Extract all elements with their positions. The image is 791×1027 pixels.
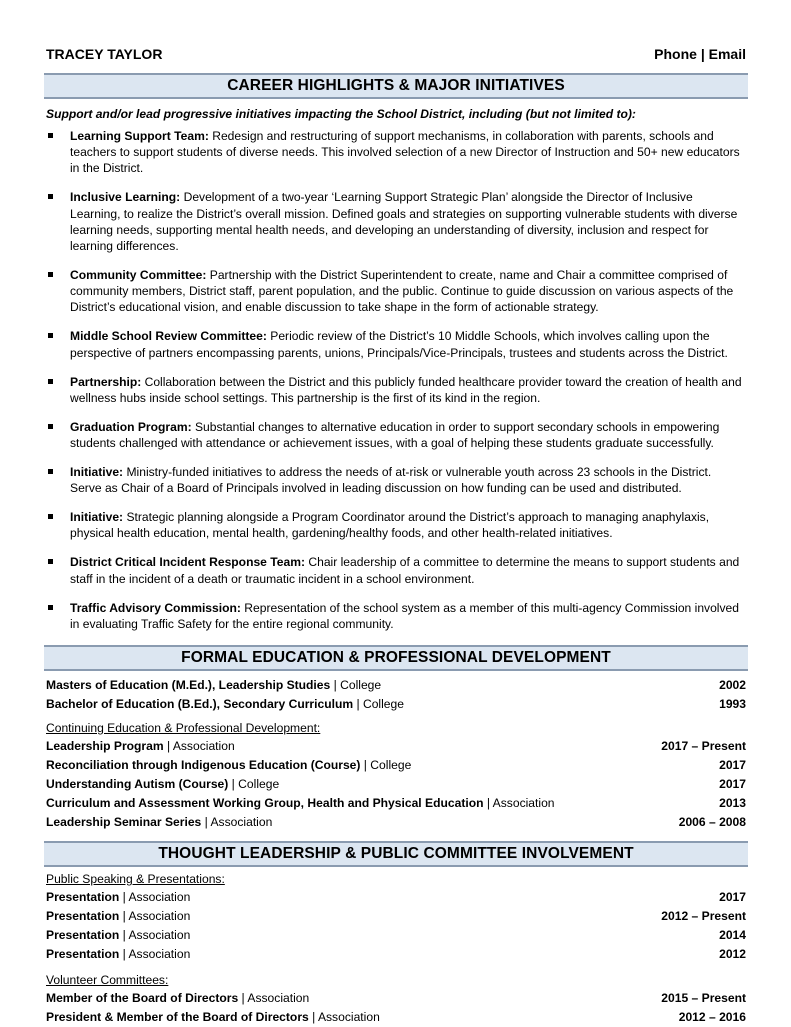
list-item: [46, 267, 746, 316]
item-label: Learning Support Team:: [70, 129, 209, 143]
item-label: Inclusive Learning:: [70, 190, 181, 205]
course-year: 2013: [719, 796, 746, 811]
degrees-list: [46, 676, 746, 714]
item-text: Development of a two-year ‘Learning Support Strategic Plan’ alongside the Director of Inclusive Learning, to realize the District’s overall mission. Defined goals and strategies on supporting vulnerable students with diverse learning needs, supporting mental health needs, and developing an understanding of diversity, inclusion and respect for learning differences.: [70, 190, 738, 254]
item-text: Redesign and restructuring of support mechanisms, in collaboration with parents, schools and teachers to support students of diverse needs. This involved selection of a new Director of Instruction and 50+ new educators in the District.: [70, 129, 740, 176]
course-provider: | College: [360, 758, 412, 773]
list-item: [46, 419, 746, 451]
item-label: Initiative:: [70, 510, 124, 525]
item-text: Representation of the school system as a member of this multi-agency Commission involved in evaluating Traffic Safety for the entire regional community.: [70, 600, 739, 631]
item-text: Ministry-funded initiatives to address the needs of at-risk or vulnerable youth across 23 schools in the District. Serve as Chair of a Board of Principals involved in leading discussion on how funding can be used and distributed.: [70, 465, 712, 496]
presentation-row: [46, 888, 746, 907]
course-provider: | Association: [483, 796, 555, 811]
item-label: Initiative:: [70, 465, 124, 480]
presentation-org: | Association: [119, 909, 191, 924]
candidate-name: TRACEY TAYLOR: [46, 46, 163, 62]
committee-row: [46, 1008, 746, 1027]
course-provider: | College: [228, 777, 280, 792]
item-text: Partnership with the District Superintendent to create, name and Chair a committee comprised of community members, District staff, parent population, and the public. Continue to guide discussion on various aspects of the District’s educational vision, and enable discussion to take shape in the form of actionable strategy.: [70, 268, 734, 315]
item-label: Traffic Advisory Commission:: [70, 600, 241, 615]
course-year: 2017: [719, 758, 746, 773]
contact-info: Phone | Email: [654, 46, 746, 62]
item-label: Graduation Program:: [70, 419, 192, 434]
presentation-title: Presentation: [46, 890, 120, 905]
resume-header: [46, 46, 746, 63]
presentation-org: | Association: [119, 947, 191, 962]
item-text: Collaboration between the District and this publicly funded healthcare provider toward the creation of health and wellness hubs inside school settings. This partnership is the first of its kind in the region.: [70, 374, 742, 405]
degree-row: [46, 695, 746, 714]
degree-row: [46, 676, 746, 695]
course-row: [46, 794, 746, 813]
course-year: 2017 – Present: [661, 739, 746, 754]
committee-role: Member of the Board of Directors: [46, 991, 239, 1006]
list-item: [46, 509, 746, 541]
list-item: [46, 554, 746, 586]
item-label: Community Committee:: [70, 268, 207, 283]
section-title-education: FORMAL EDUCATION & PROFESSIONAL DEVELOPMENT: [44, 645, 748, 671]
presentation-org: | Association: [119, 928, 191, 943]
speaking-label: Public Speaking & Presentations:: [46, 872, 225, 887]
list-item: [46, 600, 746, 632]
course-provider: | Association: [201, 815, 273, 830]
item-text: Strategic planning alongside a Program Coordinator around the District’s approach to managing anaphylaxis, physical health education, mental health, gardening/healthy foods, and other health-related initiatives.: [70, 510, 710, 541]
item-label: Middle School Review Committee:: [70, 329, 267, 344]
course-provider: | Association: [163, 739, 235, 754]
committee-org: | Association: [238, 991, 310, 1006]
presentation-row: [46, 945, 746, 964]
item-text: Periodic review of the District’s 10 Middle Schools, which involves calling upon the perspective of partners encompassing parents, unions, Principals/Vice-Principals, trustees and students across the District.: [70, 329, 728, 360]
continuing-education-list: [46, 737, 746, 832]
course-title: Leadership Program: [46, 739, 164, 754]
continuing-education-label: Continuing Education & Professional Development:: [46, 721, 321, 736]
presentation-year: 2012: [719, 947, 746, 962]
course-row: [46, 737, 746, 756]
course-title: Curriculum and Assessment Working Group, Health and Physical Education: [46, 796, 484, 811]
committee-row: [46, 989, 746, 1008]
course-row: [46, 756, 746, 775]
degree-year: 1993: [719, 697, 746, 712]
course-row: [46, 813, 746, 832]
presentation-title: Presentation: [46, 909, 120, 924]
degree-title: Masters of Education (M.Ed.), Leadership Studies: [46, 678, 331, 693]
course-row: [46, 775, 746, 794]
course-title: Leadership Seminar Series: [46, 815, 202, 830]
list-item: [46, 128, 746, 177]
presentation-org: | Association: [119, 890, 191, 905]
committee-years: 2012 – 2016: [678, 1010, 746, 1025]
course-title: Reconciliation through Indigenous Education (Course): [46, 758, 361, 773]
volunteer-label: Volunteer Committees:: [46, 973, 169, 988]
presentation-row: [46, 926, 746, 945]
section-title-career: CAREER HIGHLIGHTS & MAJOR INITIATIVES: [44, 73, 748, 99]
presentation-title: Presentation: [46, 947, 120, 962]
committee-years: 2015 – Present: [661, 991, 746, 1006]
list-item: [46, 464, 746, 496]
degree-school: | College: [353, 697, 404, 712]
presentation-year: 2012 – Present: [661, 909, 746, 924]
committee-org: | Association: [308, 1010, 380, 1025]
item-text: Chair leadership of a committee to determine the means to support students and staff in the incident of a death or traumatic incident in a school environment.: [70, 555, 740, 586]
list-item: [46, 374, 746, 406]
degree-school: | College: [330, 678, 382, 693]
list-item: [46, 189, 746, 254]
presentation-year: 2017: [719, 890, 746, 905]
list-item: [46, 328, 746, 360]
volunteer-list: [46, 989, 746, 1027]
degree-year: 2002: [719, 678, 746, 693]
degree-title: Bachelor of Education (B.Ed.), Secondary Curriculum: [46, 697, 354, 712]
committee-role: President & Member of the Board of Directors: [46, 1010, 309, 1025]
career-intro: Support and/or lead progressive initiatives impacting the School District, including (but not limited to):: [46, 107, 636, 121]
item-label: District Critical Incident Response Team:: [70, 555, 305, 570]
course-title: Understanding Autism (Course): [46, 777, 229, 792]
item-text: Substantial changes to alternative education in order to support secondary schools in empowering students challenged with attendance or achievement issues, with a goal of helping these students graduate successfully.: [70, 419, 720, 451]
presentation-year: 2014: [719, 928, 746, 943]
course-year: 2017: [719, 777, 746, 792]
career-highlights-list: [46, 128, 746, 632]
course-year: 2006 – 2008: [678, 815, 746, 830]
presentation-title: Presentation: [46, 928, 120, 943]
resume-page: [46, 46, 746, 1027]
speaking-list: [46, 888, 746, 964]
presentation-row: [46, 907, 746, 926]
section-title-leadership: THOUGHT LEADERSHIP & PUBLIC COMMITTEE INVOLVEMENT: [44, 841, 748, 867]
item-label: Partnership:: [70, 374, 142, 389]
